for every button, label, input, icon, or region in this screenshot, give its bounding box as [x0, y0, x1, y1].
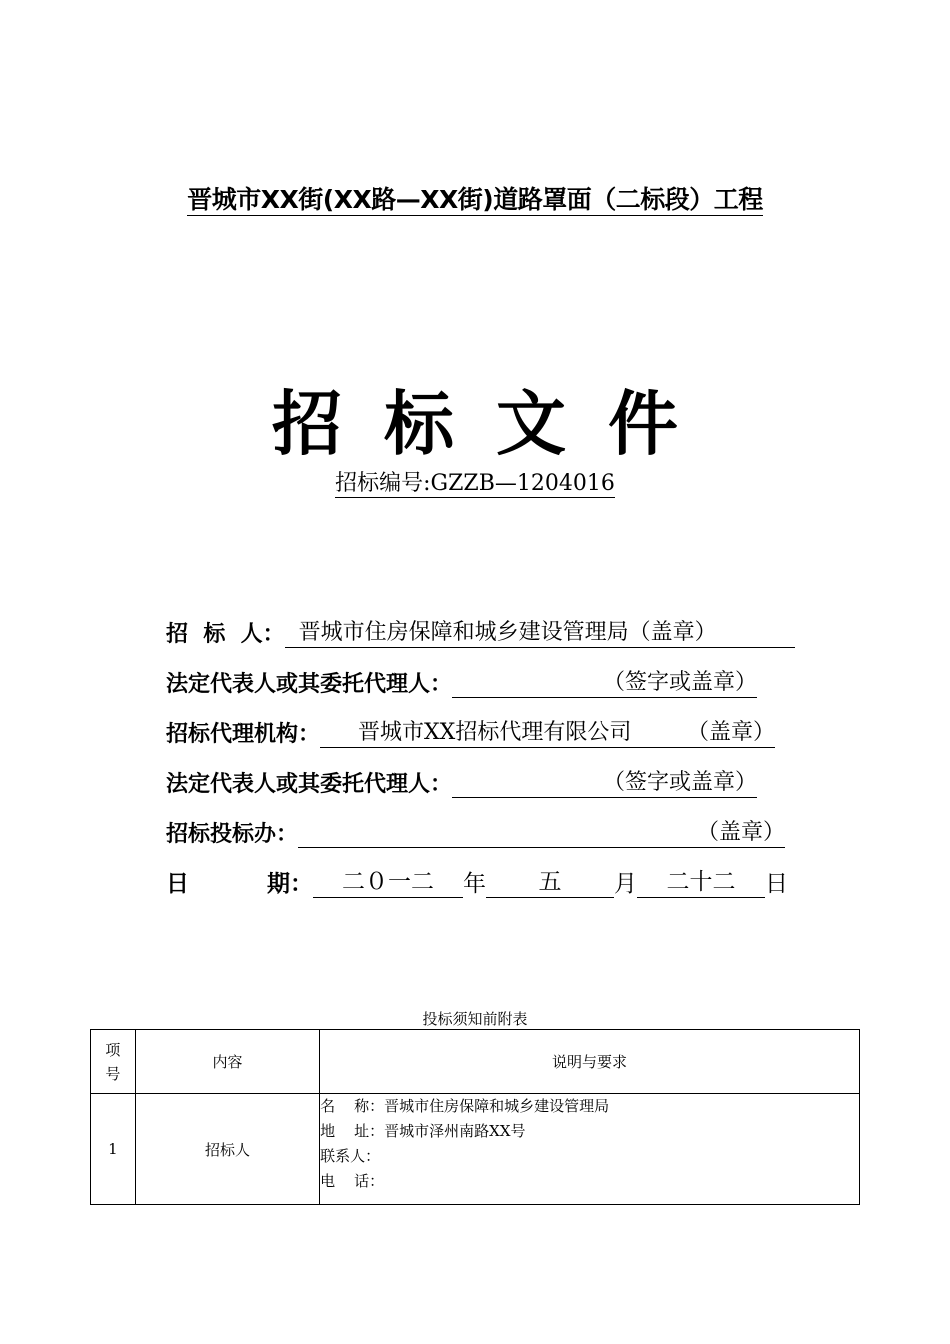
date-label-1: 日 [166, 871, 189, 897]
project-title-text: 晋城市XX街(XX路—XX街)道路罩面（二标段）工程 [187, 185, 763, 214]
description-line-address: 地 址：晋城市泽州南路XX号 [320, 1122, 526, 1140]
row-description [320, 1094, 860, 1205]
agency-fill [320, 715, 775, 748]
description-line-contact: 联系人： [320, 1147, 381, 1165]
date-month: 五 [486, 863, 614, 898]
row-number: 1 [91, 1094, 136, 1205]
tenderer-label: 招 标 人： [166, 622, 285, 647]
date-day-unit: 日 [765, 871, 788, 897]
legal-rep-label-2: 法定代表人或其委托代理人： [166, 772, 453, 797]
row-content: 招标人 [135, 1094, 319, 1205]
date-month-unit: 月 [614, 871, 637, 897]
date-year-unit: 年 [463, 871, 486, 897]
appendix-title: 投标须知前附表 [422, 1010, 528, 1028]
legal-rep-line-1 [166, 664, 806, 698]
tenderer-value: 晋城市住房保障和城乡建设管理局（盖章） [285, 615, 795, 648]
legal-rep-note-1: （签字或盖章） [452, 665, 757, 698]
agency-value: 晋城市XX招标代理有限公司 [358, 720, 632, 745]
agency-note: （盖章） [687, 720, 776, 745]
description-line-name: 名 称：晋城市住房保障和城乡建设管理局 [320, 1097, 610, 1115]
legal-rep-label-1: 法定代表人或其委托代理人： [166, 672, 453, 697]
date-year: 二０一二 [313, 863, 463, 898]
legal-rep-line-2 [166, 764, 806, 798]
agency-label: 招标代理机构： [166, 722, 321, 747]
header-item-line1: 项 [105, 1040, 121, 1059]
table-row [91, 1094, 860, 1205]
tender-office-label: 招标投标办： [166, 822, 299, 847]
legal-rep-note-2: （签字或盖章） [452, 765, 757, 798]
date-label-2: 期： [267, 871, 313, 897]
project-title [0, 180, 950, 216]
date-line [166, 864, 806, 898]
tender-office-note: （盖章） [298, 815, 785, 848]
header-item-number [91, 1030, 136, 1094]
description-line-phone: 电 话： [320, 1172, 385, 1190]
agency-line [166, 714, 806, 748]
header-content: 内容 [135, 1030, 319, 1094]
appendix-header-row [91, 1030, 860, 1094]
document-title: 招标文件 [272, 382, 720, 465]
tender-number [0, 466, 950, 497]
header-description: 说明与要求 [320, 1030, 860, 1094]
appendix-table [90, 1029, 860, 1205]
tenderer-line [166, 614, 806, 648]
tender-number-text: 招标编号:GZZB—1204016 [335, 471, 615, 496]
date-day: 二十二 [637, 863, 765, 898]
header-item-line2: 号 [105, 1064, 121, 1083]
tender-office-line [166, 814, 806, 848]
